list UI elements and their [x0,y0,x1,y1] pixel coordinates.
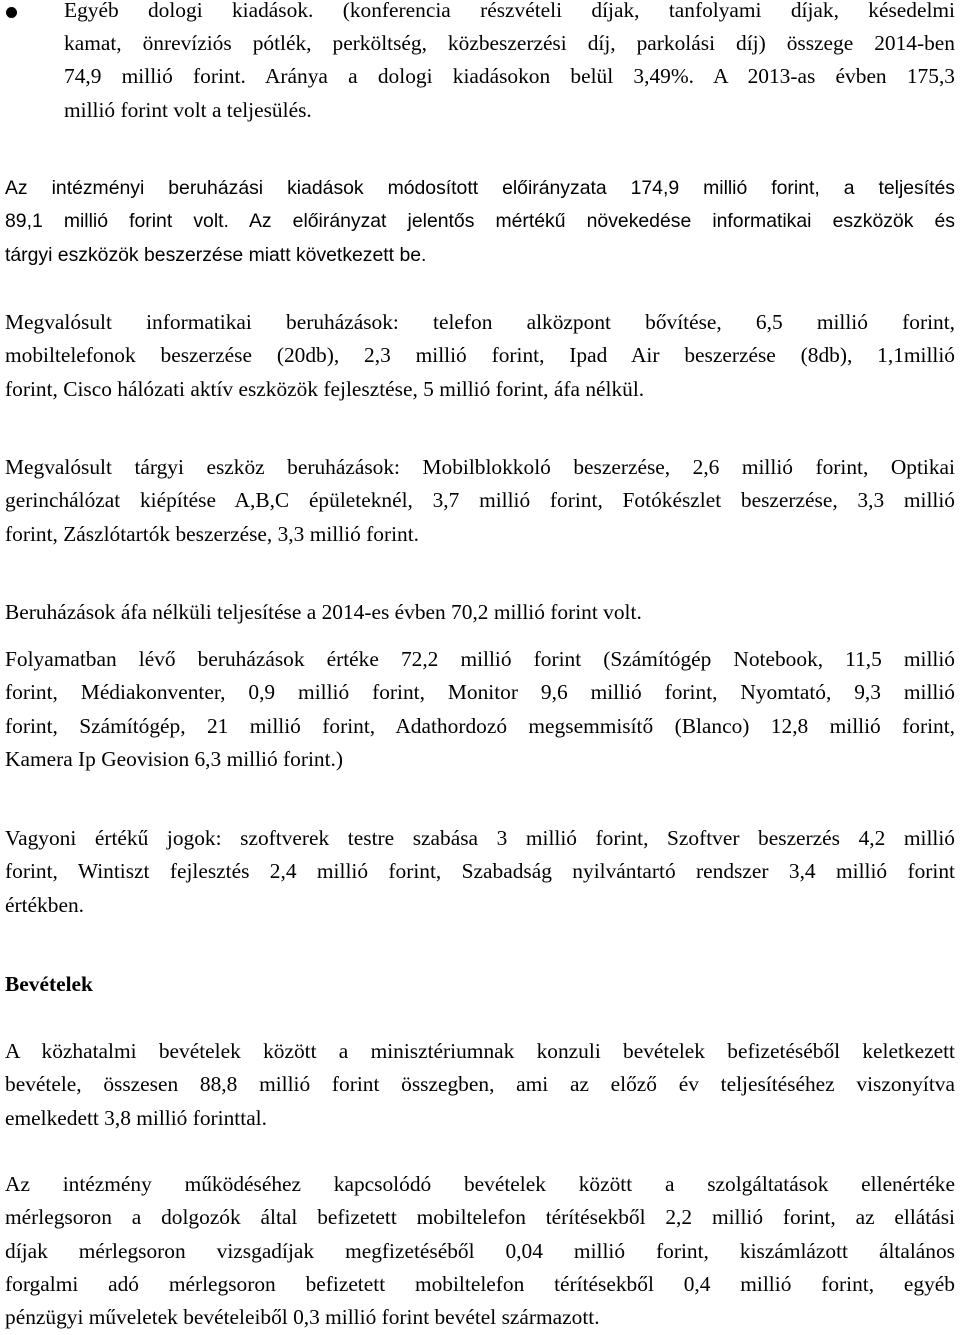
text-line: forint, Wintiszt fejlesztés 2,4 millió forint, Szabadság nyilvántartó rendszer 3,4 millió forint [5,859,955,884]
text-line: forint, Médiakonventer, 0,9 millió forint, Monitor 9,6 millió forint, Nyomtató, 9,3 millió [5,680,955,705]
paragraph-mukodeshez-kapcsolodo-bevetelek [5,1168,955,1334]
text-line: emelkedett 3,8 millió forinttal. [5,1105,267,1130]
text-line: forint, Zászlótartók beszerzése, 3,3 millió forint. [5,521,420,546]
text-line: értékben. [5,892,84,917]
text-line: gerinchálózat kiépítése A,B,C épületeknél, 3,7 millió forint, Fotókészlet beszerzése, 3,3 millió [5,488,955,513]
bullet-icon [6,7,17,18]
text-line: Folyamatban lévő beruházások értéke 72,2 millió forint (Számítógép Notebook, 11,5 millió [5,647,955,671]
text-line: Az intézményi beruházási kiadások módosított előirányzata 174,9 millió forint, a teljesítés [5,177,955,199]
paragraph-beruhazasi-kiadasok [5,172,955,272]
paragraph-vagyoni-erteku-jogok [5,822,955,922]
text-line: Az intézmény működéséhez kapcsolódó bevételek között a szolgáltatások ellenértéke [5,1172,955,1196]
paragraph-kozhatalmi-bevetelek [5,1035,955,1135]
text-line: forint, Számítógép, 21 millió forint, Adathordozó megsemmisítő (Blanco) 12,8 millió forint, [5,713,955,738]
text-line: díjak mérlegsoron vizsgadíjak megfizetéséből 0,04 millió forint, kiszámlázott általános [5,1238,955,1263]
text-line: mobiltelefonok beszerzése (20db), 2,3 millió forint, Ipad Air beszerzése (8db), 1,1millió [5,343,955,368]
text-line: tárgyi eszközök beszerzése miatt következett be. [5,243,427,266]
text-line: forint, Cisco hálózati aktív eszközök fejlesztése, 5 millió forint, áfa nélkül. [5,376,645,401]
text-line: millió forint volt a teljesülés. [64,97,312,122]
text-line: Megvalósult informatikai beruházások: telefon alközpont bővítése, 6,5 millió forint, [5,310,955,334]
text-line: Kamera Ip Geovision 6,3 millió forint.) [5,746,344,771]
paragraph-afa-nelkuli-teljesites [5,596,955,629]
text-line: A közhatalmi bevételek között a minisztériumnak konzuli bevételek befizetéséből keletkezett [5,1039,955,1063]
text-line: Vagyoni értékű jogok: szoftverek testre szabása 3 millió forint, Szoftver beszerzés 4,2 millió [5,826,955,850]
text-line: Egyéb dologi kiadások. (konferencia részvételi díjak, tanfolyami díjak, késedelmi [64,0,955,22]
text-line: Megvalósult tárgyi eszköz beruházások: Mobilblokkoló beszerzése, 2,6 millió forint, Optikai [5,455,955,479]
text-line: Beruházások áfa nélküli teljesítése a 2014-es évben 70,2 millió forint volt. [5,600,642,624]
text-line: forgalmi adó mérlegsoron befizetett mobiltelefon térítésekből 0,4 millió forint, egyéb [5,1271,955,1296]
text-line: 74,9 millió forint. Aránya a dologi kiadásokon belül 3,49%. A 2013-as évben 175,3 [64,64,955,89]
text-line: bevétele, összesen 88,8 millió forint összegben, ami az előző év teljesítéséhez viszonyítva [5,1072,955,1097]
paragraph-targyi-eszkoz-beruhazasok [5,451,955,551]
text-line: mérlegsoron a dolgozók által befizetett mobiltelefon térítésekből 2,2 millió forint, az ellátási [5,1205,955,1230]
bullet-item-egyeb-dologi [64,0,955,127]
text-line: kamat, önrevíziós pótlék, perköltség, közbeszerzési díj, parkolási díj) összege 2014-ben [64,31,955,56]
paragraph-folyamatban-levo-beruhazasok [5,643,955,776]
text-line: pénzügyi műveletek bevételeiből 0,3 millió forint bevétel származott. [5,1305,600,1330]
paragraph-informatikai-beruhazasok [5,306,955,406]
section-heading-bevetelek: Bevételek [5,972,93,996]
text-line: 89,1 millió forint volt. Az előirányzat jelentős mértékű növekedése informatikai eszközök és [5,210,955,233]
